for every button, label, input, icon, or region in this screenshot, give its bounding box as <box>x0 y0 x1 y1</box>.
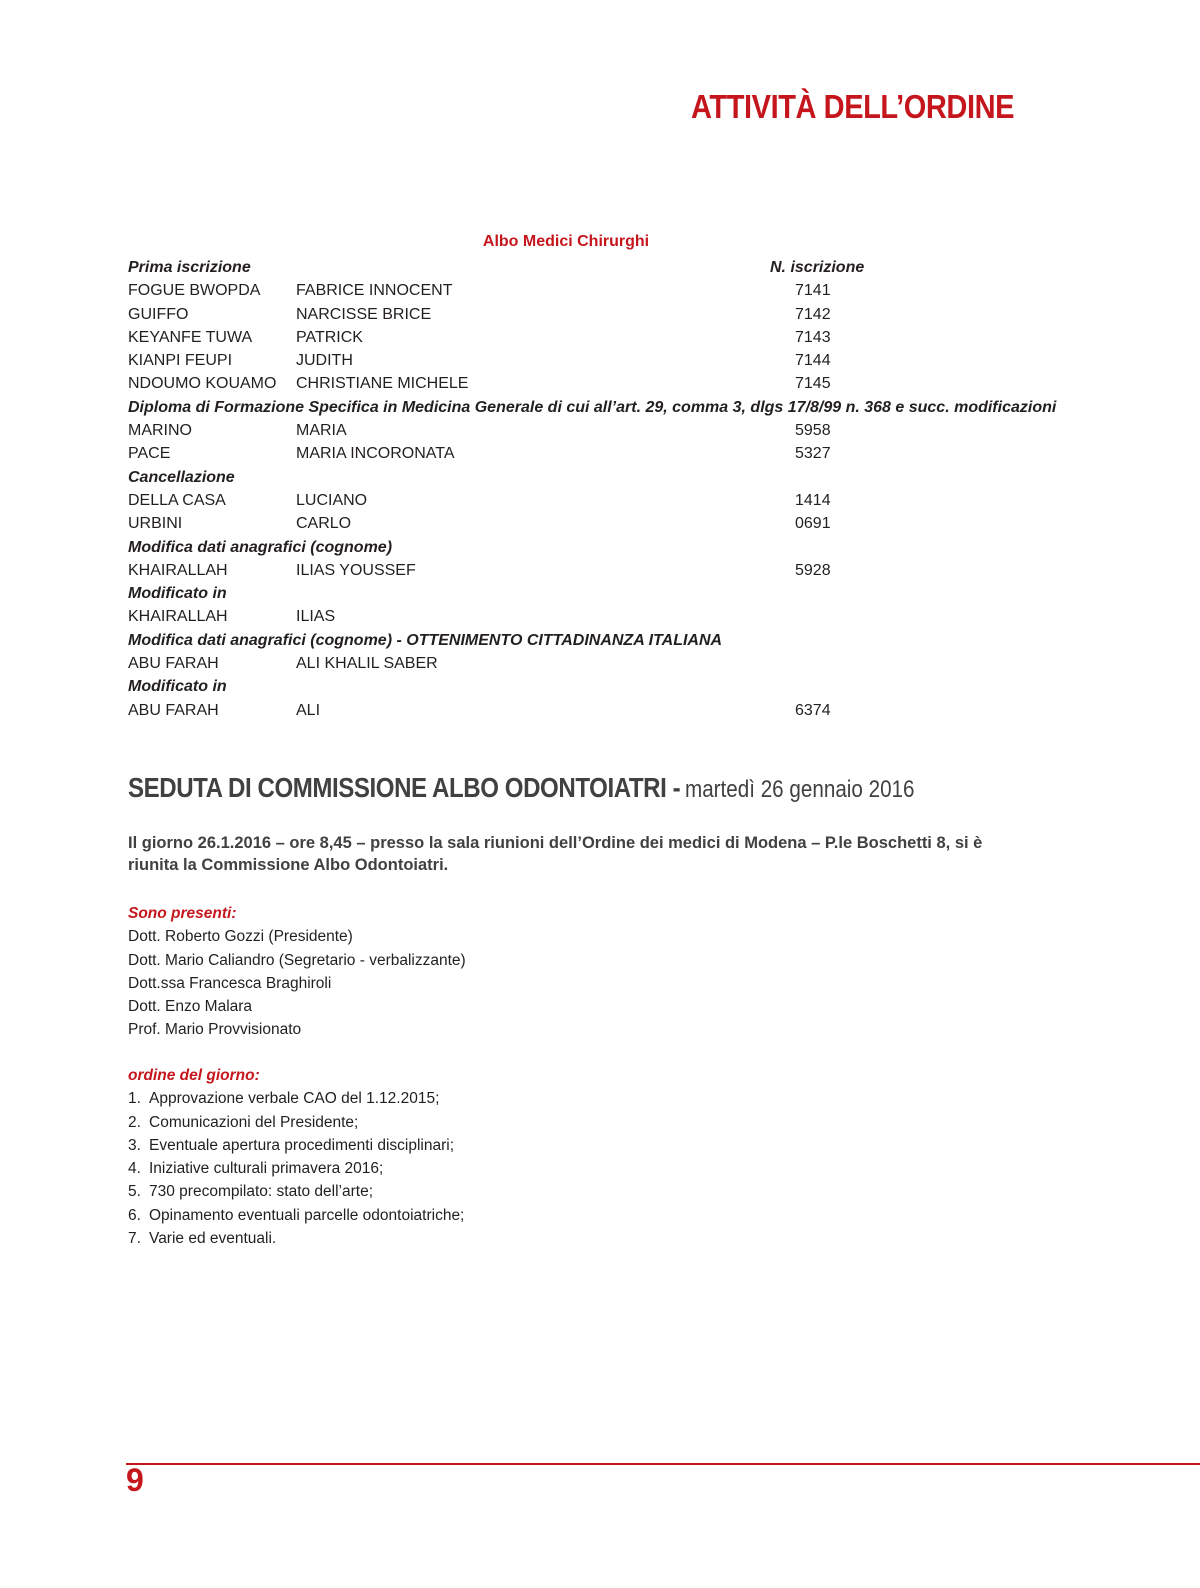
list-item <box>128 1227 464 1250</box>
surname: DELLA CASA <box>128 491 226 509</box>
surname: KHAIRALLAH <box>128 561 228 579</box>
list-item: Dott. Mario Caliandro (Segretario - verbalizzante) <box>128 951 466 969</box>
surname: ABU FARAH <box>128 655 219 673</box>
list-item <box>128 1157 464 1180</box>
section-label: Cancellazione <box>128 468 235 486</box>
table-row <box>128 349 1028 372</box>
table-row <box>128 326 1028 349</box>
seduta-title-date: martedì 26 gennaio 2016 <box>684 776 915 803</box>
firstname: MARIA INCORONATA <box>296 445 455 463</box>
list-number: 2. <box>128 1113 141 1131</box>
column-heading-n-iscrizione: N. iscrizione <box>770 259 865 276</box>
list-text: Comunicazioni del Presidente; <box>149 1113 359 1131</box>
surname: KIANPI FEUPI <box>128 352 233 370</box>
firstname: CHRISTIANE MICHELE <box>296 375 469 393</box>
registration-number: 7141 <box>795 282 831 300</box>
table-row <box>128 512 1028 535</box>
list-item <box>128 1204 464 1227</box>
albo-title: Albo Medici Chirurghi <box>482 233 650 250</box>
section-label: Diploma di Formazione Specifica in Medicina Generale di cui all’art. 29, comma 3, dlgs 17/8/99 n. 368 e succ. modificazioni <box>128 398 1057 416</box>
list-text: Approvazione verbale CAO del 1.12.2015; <box>149 1090 440 1108</box>
section-label-modificato-in <box>128 582 1028 605</box>
firstname: JUDITH <box>296 352 353 370</box>
registration-number: 7143 <box>795 328 831 346</box>
list-item <box>128 1111 464 1134</box>
list-text: Eventuale apertura procedimenti disciplinari; <box>149 1136 454 1154</box>
registration-number: 1414 <box>795 491 831 509</box>
section-label-diploma <box>128 396 1057 419</box>
firstname: NARCISSE BRICE <box>296 305 432 323</box>
section-label: Modificato in <box>128 678 227 696</box>
list-number: 5. <box>128 1183 141 1201</box>
section-label-modifica-cognome <box>128 536 1028 559</box>
list-item <box>128 1180 464 1203</box>
surname: ABU FARAH <box>128 701 219 719</box>
registration-number: 5958 <box>795 422 831 440</box>
table-row <box>128 489 1028 512</box>
page-section-title: ATTIVITÀ DELL’ORDINE <box>690 88 1014 125</box>
ordine-del-giorno <box>128 1064 464 1250</box>
section-label-cancellazione <box>128 466 1028 489</box>
section-label-prima-iscrizione <box>128 256 1028 279</box>
section-label: Modifica dati anagrafici (cognome) <box>128 538 393 556</box>
list-number: 4. <box>128 1160 141 1178</box>
firstname: ALI <box>296 701 321 719</box>
section-label: Modificato in <box>128 585 227 603</box>
surname: GUIFFO <box>128 305 189 323</box>
firstname: PATRICK <box>296 328 363 346</box>
section-label: Prima iscrizione <box>128 259 251 276</box>
table-row <box>128 652 1028 675</box>
surname: KEYANFE TUWA <box>128 328 253 346</box>
list-text: Opinamento eventuali parcelle odontoiatriche; <box>149 1206 465 1224</box>
list-item <box>128 1087 464 1110</box>
list-number: 3. <box>128 1136 141 1154</box>
registration-number: 5327 <box>795 445 831 463</box>
list-item: Dott. Enzo Malara <box>128 998 253 1016</box>
page-number: 9 <box>126 1462 144 1498</box>
albo-table <box>128 256 1057 722</box>
surname: NDOUMO KOUAMO <box>128 375 277 393</box>
surname: MARINO <box>128 422 192 440</box>
registration-number: 5928 <box>795 561 831 579</box>
section-label-cittadinanza <box>128 629 1028 652</box>
firstname: ILIAS YOUSSEF <box>296 561 416 579</box>
surname: URBINI <box>128 515 183 533</box>
firstname: ALI KHALIL SABER <box>296 655 438 673</box>
table-row <box>128 699 1028 722</box>
list-item: Dott. Roberto Gozzi (Presidente) <box>128 928 353 946</box>
list-item <box>128 1134 464 1157</box>
seduta-intro: Il giorno 26.1.2016 – ore 8,45 – presso la sala riunioni dell’Ordine dei medici di Modena – P.le Boschetti 8, si è riunita la Commissione Albo Odontoiatri. <box>128 834 983 874</box>
table-row <box>128 372 1028 395</box>
list-number: 6. <box>128 1206 141 1224</box>
presenti-list <box>128 902 466 1042</box>
presenti-label: Sono presenti: <box>128 905 237 922</box>
table-row <box>128 605 1028 628</box>
list-item: Dott.ssa Francesca Braghiroli <box>128 974 332 992</box>
firstname: CARLO <box>296 515 352 533</box>
firstname: LUCIANO <box>296 491 368 509</box>
firstname: ILIAS <box>296 608 336 626</box>
firstname: FABRICE INNOCENT <box>296 282 453 300</box>
registration-number: 7142 <box>795 305 831 323</box>
table-row <box>128 279 1028 302</box>
seduta-title-main: SEDUTA DI COMMISSIONE ALBO ODONTOIATRI - <box>128 772 681 803</box>
seduta-title <box>128 772 951 804</box>
list-text: Iniziative culturali primavera 2016; <box>149 1160 384 1178</box>
surname: KHAIRALLAH <box>128 608 228 626</box>
list-number: 1. <box>128 1090 141 1108</box>
table-row <box>128 442 1028 465</box>
registration-number: 7144 <box>795 352 831 370</box>
list-item: Prof. Mario Provvisionato <box>128 1021 302 1039</box>
table-row <box>128 419 1028 442</box>
registration-number: 7145 <box>795 375 831 393</box>
table-row <box>128 303 1028 326</box>
list-number: 7. <box>128 1230 141 1248</box>
registration-number: 0691 <box>795 515 831 533</box>
firstname: MARIA <box>296 422 347 440</box>
list-text: Varie ed eventuali. <box>149 1230 277 1248</box>
odg-label: ordine del giorno: <box>128 1067 260 1084</box>
surname: PACE <box>128 445 171 463</box>
section-label: Modifica dati anagrafici (cognome) - OTTENIMENTO CITTADINANZA ITALIANA <box>128 631 723 649</box>
section-label-modificato-in <box>128 675 1028 698</box>
footer-divider <box>126 1463 1200 1465</box>
registration-number: 6374 <box>795 701 831 719</box>
table-row <box>128 559 1028 582</box>
list-text: 730 precompilato: stato dell’arte; <box>149 1183 374 1201</box>
surname: FOGUE BWOPDA <box>128 282 261 300</box>
